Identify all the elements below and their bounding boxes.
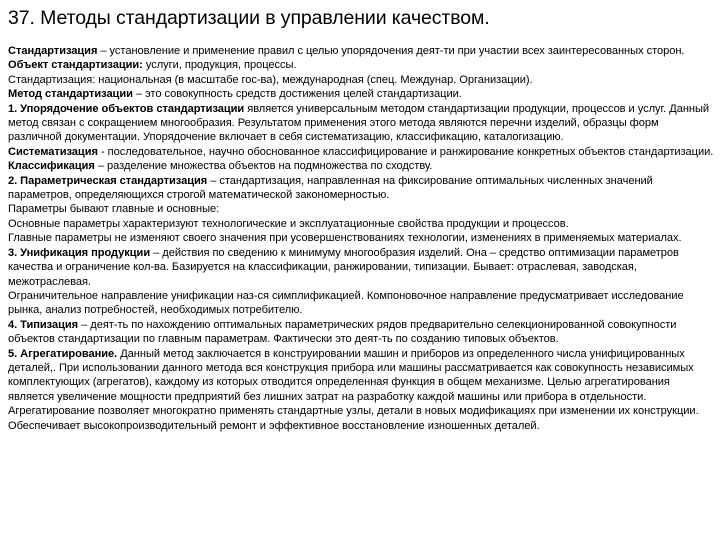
paragraph-term: Систематизация	[8, 145, 98, 158]
paragraph-term: 1. Упорядочение объектов стандартизации	[8, 102, 245, 115]
paragraph-standardization-method	[8, 87, 714, 101]
paragraph-classification	[8, 159, 714, 173]
paragraph-text: Обеспечивает высокопроизводительный ремонт и эффективное восстановление изношенных деталей.	[8, 419, 540, 432]
paragraph-term: 2. Параметрическая стандартизация	[8, 174, 208, 187]
paragraph-text: – разделение множества объектов на подмножества по сходству.	[94, 160, 433, 173]
paragraph-standardization-levels	[8, 73, 714, 87]
paragraph-unification	[8, 246, 714, 289]
paragraph-text: – деят-ть по нахождению оптимальных параметрических рядов предварительно селекционированной совокупности объектов стандартизации по главным параметрам. Фактически это деят-ть по созданию типовых объектов.	[8, 318, 677, 346]
paragraph-aggregation	[8, 347, 714, 405]
paragraph-text: – стандартизация, направленная на фиксирование оптимальных численных значений параметров, определяющихся строгой математической закономерностью.	[8, 174, 653, 202]
paragraph-aggregation-repair	[8, 419, 714, 433]
paragraph-term: 3. Унификация продукции	[8, 246, 151, 259]
paragraph-text: Ограничительное направление унификации наз-ся симплификацией. Компоновочное направление предусматривает исследование рынка, анализ потребностей, необходимых потребителю.	[8, 289, 684, 317]
paragraph-text: Стандартизация: национальная (в масштабе гос-ва), международная (спец. Междунар. Организации).	[8, 73, 533, 86]
paragraph-term: Классификация	[8, 160, 95, 173]
paragraph-term: Метод стандартизации	[8, 88, 133, 101]
paragraph-standardization-object	[8, 58, 714, 72]
paragraph-systematization	[8, 145, 714, 159]
slide-body	[8, 44, 714, 433]
paragraph-text: - последовательное, научно обоснованное классифицирование и ранжирование конкретных объектов стандартизации.	[97, 145, 714, 158]
paragraph-parametric-standardization	[8, 174, 714, 203]
paragraph-text: Главные параметры не изменяют своего значения при усовершенствованиях технологии, изменениях в применяемых материалах.	[8, 232, 682, 245]
paragraph-text: Основные параметры характеризуют технологические и эксплуатационные свойства продукции и процессов.	[8, 217, 569, 230]
paragraph-aggregation-benefit	[8, 404, 714, 418]
paragraph-text: Агрегатирование позволяет многократно применять стандартные узлы, детали в новых модификациях при изменении их конструкции.	[8, 405, 699, 418]
paragraph-text: Данный метод заключается в конструировании машин и приборов из определенного числа унифицированных деталей,. При использовании данного метода вся конструкция прибора или машины рассматривается как совокупность независимых комплектующих (агрегатов), каждому из которых отводится определенная функция в общем механизме. Целью агрегатирования является увеличение мощности предприятий без лишних затрат на разработку каждой машины или прибора в отдельности.	[8, 347, 694, 403]
paragraph-text: – это совокупность средств достижения целей стандартизации.	[132, 88, 462, 101]
paragraph-text: – установление и применение правил с целью упорядочения деят-ти при участии всех заинтересованных сторон.	[97, 45, 685, 57]
paragraph-term: Объект стандартизации:	[8, 59, 143, 72]
paragraph-text: является универсальным методом стандартизации продукции, процессов и услуг. Данный метод связан с сокращением многообразия. Результатом применения этого метода являются перечни изделий, образцы форм различной документации. Упорядочение включает в себя систематизацию, классификацию, каталогизацию.	[8, 102, 710, 144]
paragraph-text: Параметры бывают главные и основные:	[8, 203, 220, 216]
slide-title: 37. Методы стандартизации в управлении качеством.	[8, 7, 490, 29]
paragraph-term: Стандартизация	[8, 45, 98, 57]
paragraph-basic-parameters	[8, 217, 714, 231]
paragraph-main-parameters	[8, 231, 714, 245]
paragraph-text: услуги, продукция, процессы.	[142, 59, 297, 72]
paragraph-typification	[8, 318, 714, 347]
paragraph-term: 5. Агрегатирование.	[8, 347, 118, 360]
paragraph-parameter-types	[8, 202, 714, 216]
paragraph-term: 4. Типизация	[8, 318, 79, 331]
paragraph-standardization-definition	[8, 44, 714, 58]
paragraph-simplification	[8, 289, 714, 318]
paragraph-text: – действия по сведению к минимуму многообразия изделий. Она – средство оптимизации параметров качества и ограничение кол-ва. Базируется на классификации, ранжировании, типизации. Бывает: отраслевая, заводская, межотраслевая.	[8, 246, 679, 288]
paragraph-ordering	[8, 102, 714, 145]
